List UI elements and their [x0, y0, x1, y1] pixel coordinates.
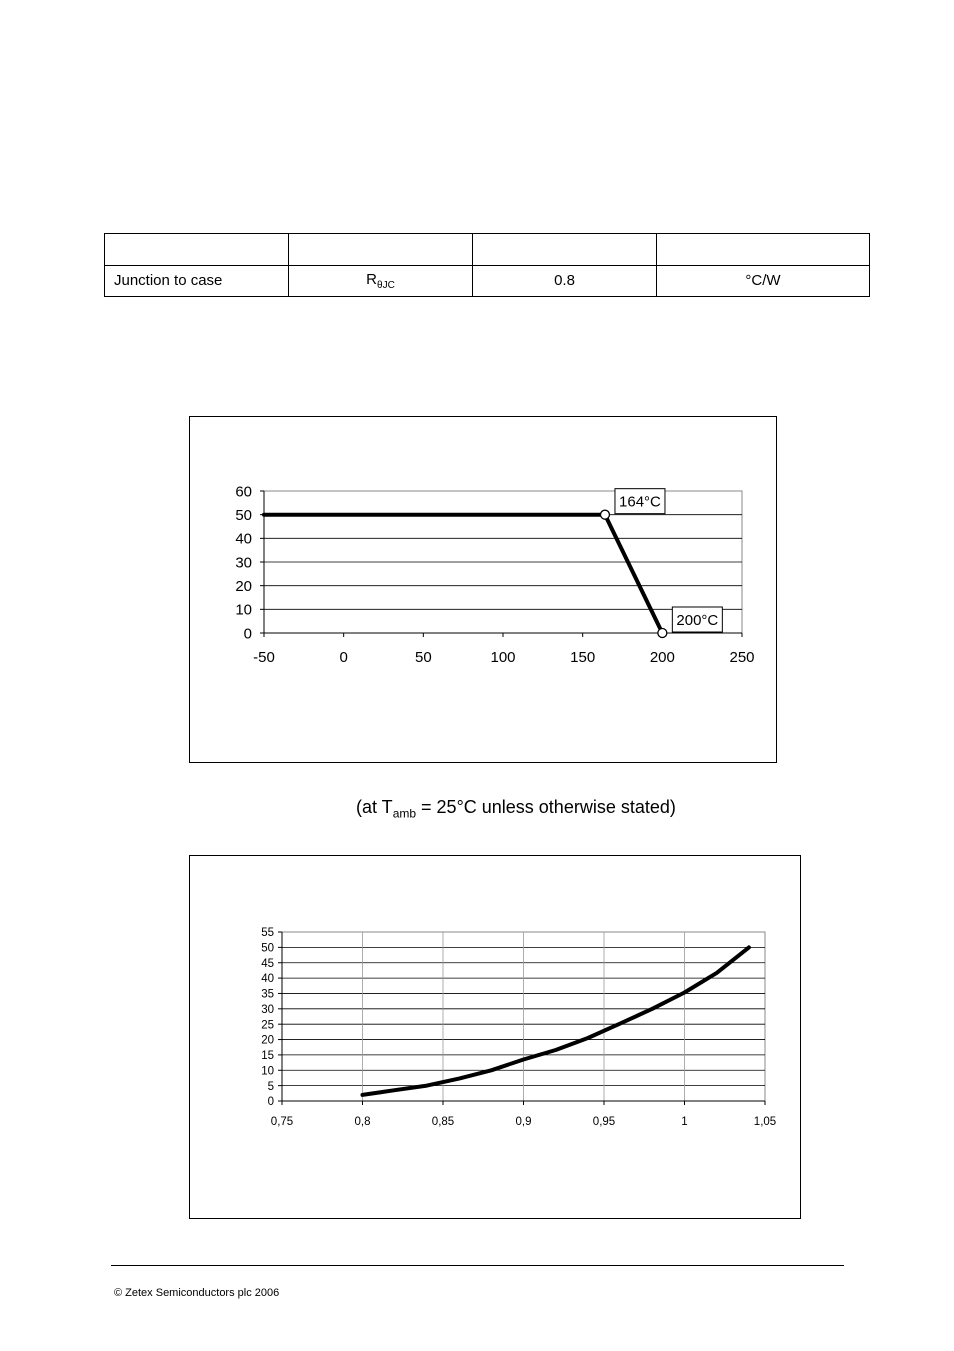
y-tick-label: 10: [261, 1065, 274, 1078]
x-tick-label: 0,95: [592, 1116, 616, 1128]
annotation-label: 164°C: [619, 493, 661, 511]
x-tick-label: 1,05: [753, 1116, 777, 1128]
symbol-main: R: [366, 270, 378, 288]
annotation-marker: [658, 629, 667, 638]
derating-chart-frame: [189, 416, 777, 763]
y-tick-label: 35: [261, 988, 274, 1001]
thermal-resistance-table: [104, 233, 870, 297]
characteristic-chart-frame: [189, 855, 801, 1219]
y-tick-label: 5: [267, 1080, 274, 1093]
footer-copyright: © Zetex Semiconductors plc 2006: [114, 1287, 280, 1299]
annotation-marker: [600, 510, 609, 519]
x-tick-label: 0,8: [354, 1116, 371, 1128]
x-tick-label: 0: [339, 649, 348, 666]
x-tick-label: 50: [414, 649, 432, 666]
y-tick-label: 20: [261, 1034, 274, 1047]
derating-chart: [190, 417, 776, 762]
x-tick-label: 100: [490, 649, 516, 666]
parameter-cell: Junction to case: [105, 265, 289, 297]
value-cell: 0.8: [473, 265, 657, 297]
symbol-cell: [289, 265, 473, 297]
table-header-row: [105, 234, 870, 266]
y-tick-label: 0: [243, 625, 252, 643]
y-tick-label: 15: [261, 1050, 274, 1063]
header-cell: [289, 234, 473, 266]
x-tick-label: 0,9: [515, 1116, 532, 1128]
conditions-caption: [356, 797, 676, 821]
y-tick-label: 55: [261, 927, 274, 940]
y-tick-label: 0: [267, 1096, 274, 1109]
caption-prefix: (at T: [356, 797, 393, 817]
y-tick-label: 40: [235, 530, 252, 548]
y-tick-label: 50: [235, 507, 252, 525]
unit-cell: °C/W: [657, 265, 870, 297]
caption-suffix: = 25°C unless otherwise stated): [416, 797, 676, 817]
y-tick-label: 25: [261, 1019, 274, 1032]
characteristic-chart: [190, 856, 800, 1218]
caption-subscript: amb: [392, 806, 417, 821]
x-tick-label: 200: [649, 649, 675, 666]
y-tick-label: 30: [235, 554, 252, 572]
x-tick-label: 0,85: [431, 1116, 455, 1128]
y-tick-label: 50: [261, 942, 274, 955]
x-tick-label: 0,75: [270, 1116, 294, 1128]
x-tick-label: -50: [253, 649, 275, 666]
y-tick-label: 45: [261, 957, 274, 970]
y-tick-label: 60: [235, 483, 252, 501]
symbol-subscript: θJC: [377, 279, 395, 291]
footer-rule: [111, 1265, 844, 1266]
x-tick-label: 250: [729, 649, 755, 666]
y-tick-label: 30: [261, 1003, 274, 1016]
header-cell: [657, 234, 870, 266]
y-tick-label: 20: [235, 578, 252, 596]
x-tick-label: 150: [570, 649, 596, 666]
table-row: [105, 265, 870, 297]
y-tick-label: 10: [235, 601, 252, 619]
header-cell: [105, 234, 289, 266]
x-tick-label: 1: [681, 1116, 688, 1128]
y-tick-label: 40: [261, 973, 274, 986]
annotation-label: 200°C: [676, 612, 719, 629]
header-cell: [473, 234, 657, 266]
